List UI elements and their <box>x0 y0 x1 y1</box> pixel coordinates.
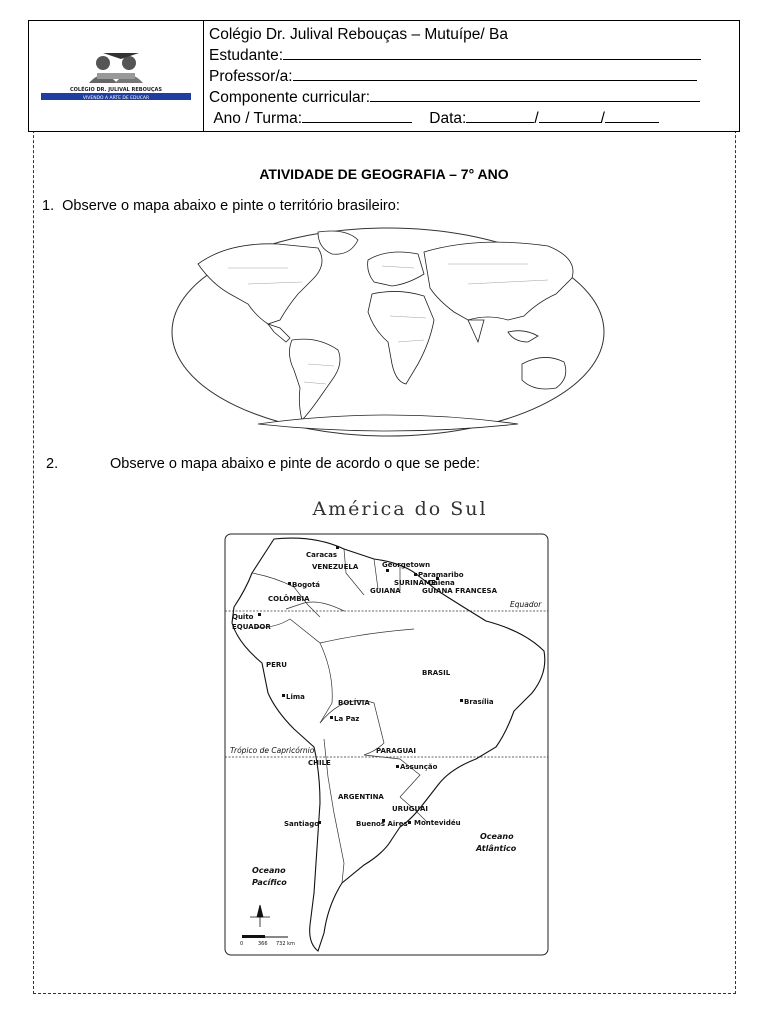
south-america-title: América do Sul <box>312 498 488 520</box>
capital-label: Bogotá <box>292 581 321 589</box>
capital-label: Buenos Aires <box>356 820 408 828</box>
tropic-label: Trópico de Capricórnio <box>230 746 315 755</box>
country-label: PARAGUAI <box>376 747 416 755</box>
school-name: Colégio Dr. Julival Rebouças – Mutuípe/ Ba <box>209 26 508 43</box>
header-table <box>28 20 740 132</box>
teacher-field[interactable]: Professor/a: <box>209 66 729 87</box>
capital-label: Montevidéu <box>414 819 461 827</box>
scale-label: 732 km <box>276 941 295 947</box>
activity-title: ATIVIDADE DE GEOGRAFIA – 7° ANO <box>259 166 509 182</box>
country-label: ARGENTINA <box>338 793 384 801</box>
country-label: PERU <box>266 661 287 669</box>
country-label: VENEZUELA <box>312 563 359 571</box>
student-field[interactable]: Estudante: <box>209 45 729 66</box>
equator-label: Equador <box>510 600 542 609</box>
country-label: EQUADOR <box>232 623 271 631</box>
logo-tagline: VIVENDO A ARTE DE EDUCAR <box>82 96 150 101</box>
capital-label: Assunção <box>400 763 438 771</box>
country-label: BOLÍVIA <box>338 699 370 707</box>
capital-label: Santiago <box>284 820 320 828</box>
ocean-label: Atlântico <box>476 844 517 853</box>
school-logo <box>41 53 191 103</box>
subject-field[interactable]: Componente curricular: <box>209 87 729 108</box>
country-label: CHILE <box>308 759 331 767</box>
south-america-map <box>224 533 550 957</box>
country-label: GUIANA <box>370 587 401 595</box>
capital-label: Caracas <box>306 551 338 559</box>
ocean-label: Pacífico <box>252 878 287 887</box>
ocean-label: Oceano <box>252 866 286 875</box>
capital-label: La Paz <box>334 715 360 723</box>
class-date-field[interactable]: Ano / Turma: Data: / / <box>209 108 729 129</box>
scale-label: 366 <box>258 941 268 947</box>
capital-label: Paramaribo <box>418 571 464 579</box>
logo-text: COLÉGIO DR. JULIVAL REBOUÇAS <box>69 87 163 93</box>
country-label: BRASIL <box>422 669 451 677</box>
world-map <box>168 224 608 440</box>
question-1: 1. Observe o mapa abaixo e pinte o território brasileiro: <box>42 198 400 214</box>
question-2: 2. Observe o mapa abaixo e pinte de acordo o que se pede: <box>46 456 481 472</box>
capital-label: Quito <box>232 613 254 621</box>
country-label: GUIANA FRANCESA <box>422 587 497 595</box>
scale-label: 0 <box>240 941 244 947</box>
capital-label: Caiena <box>428 579 455 587</box>
ocean-label: Oceano <box>480 832 514 841</box>
capital-label: Georgetown <box>382 561 431 569</box>
school-logo-cell <box>29 21 204 131</box>
capital-label: Brasília <box>464 698 494 706</box>
capital-label: Lima <box>286 693 305 701</box>
country-label: SURINAME <box>394 579 436 587</box>
country-label: URUGUAI <box>392 805 428 813</box>
country-label: COLÔMBIA <box>268 595 310 603</box>
